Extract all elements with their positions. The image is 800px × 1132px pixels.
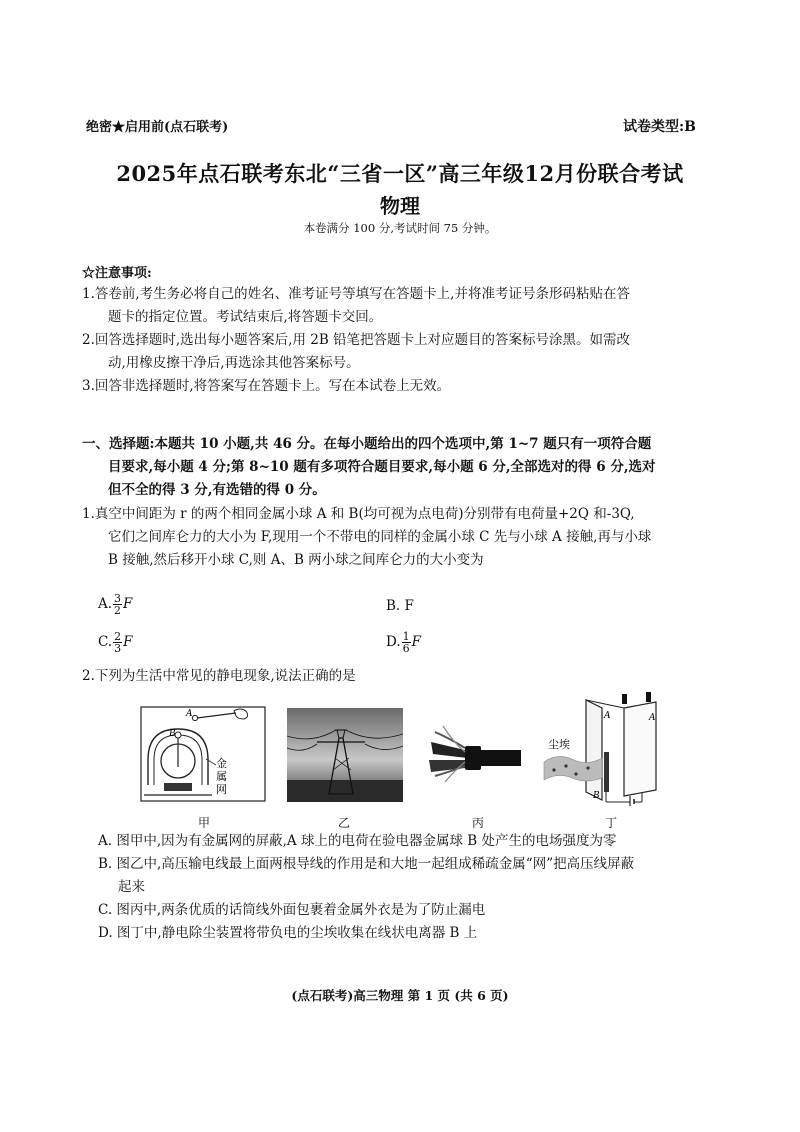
caption-bing: 丙 bbox=[472, 816, 485, 830]
q1-option-a-label: A. bbox=[98, 596, 113, 612]
notes-list bbox=[82, 283, 712, 398]
q1-option-d bbox=[386, 631, 421, 654]
fig-bing-cable-main bbox=[481, 750, 521, 766]
q1-line2: 它们之间库仑力的大小为 F,现用一个不带电的同样的金属小球 C 先与小球 A 接触,再与小球 bbox=[108, 529, 652, 545]
q2-options bbox=[98, 830, 718, 945]
q1-option-c-numerator: 2 bbox=[114, 630, 122, 643]
fig-jia-label-a: A bbox=[186, 709, 193, 719]
fig-ding-plate-left bbox=[586, 700, 602, 800]
caption-jia: 甲 bbox=[198, 816, 211, 830]
q1-option-a-fraction bbox=[113, 593, 122, 616]
fig-jia-label-b: B bbox=[169, 729, 176, 739]
fig-bing-connector bbox=[465, 746, 481, 770]
fig-ding-label-a2: A bbox=[649, 713, 656, 723]
q1-option-c-var: F bbox=[123, 634, 133, 650]
q1-option-c-fraction bbox=[113, 631, 122, 654]
q1-option-c bbox=[98, 631, 133, 654]
q1-line1: 1.真空中间距为 r 的两个相同金属小球 A 和 B(均可视为点电荷)分别带有电荷量+2Q 和-3Q, bbox=[82, 506, 635, 522]
fig-ding-terminal-1 bbox=[622, 694, 627, 704]
fig-ding-label-dust: 尘埃 bbox=[548, 738, 570, 751]
fig-jia-insulating-rod bbox=[197, 713, 236, 718]
q1-option-d-var: F bbox=[411, 634, 422, 650]
q2-option-b-line2: 起来 bbox=[118, 879, 145, 895]
fig-jia-ball-a bbox=[192, 715, 197, 720]
fig-ding-dust-particle-1 bbox=[552, 768, 555, 771]
fig-jia-frame bbox=[141, 707, 265, 801]
note-item-2-line1: 2.回答选择题时,选出每小题答案后,用 2B 铅笔把答题卡上对应题目的答案标号涂黑。如需改 bbox=[82, 332, 631, 348]
q1-option-c-denominator: 3 bbox=[114, 642, 122, 655]
q1-option-a-var: F bbox=[123, 596, 133, 612]
q1-option-d-denominator: 6 bbox=[402, 642, 410, 655]
q2-option-b-line1: B. 图乙中,高压输电线最上面两根导线的作用是和大地一起组成稀疏金属“网”把高压线屏蔽 bbox=[98, 856, 635, 872]
fig-jia-ball-b bbox=[175, 732, 181, 738]
question-2-stem: 2.下列为生活中常见的静电现象,说法正确的是 bbox=[82, 668, 356, 684]
q1-option-d-label: D. bbox=[386, 634, 401, 650]
fig-ding-label-a1: A bbox=[604, 711, 611, 721]
q1-option-a bbox=[98, 593, 132, 616]
exam-note: 本卷满分 100 分,考试时间 75 分钟。 bbox=[303, 221, 497, 235]
q1-option-d-numerator: 1 bbox=[402, 630, 410, 643]
confidential-header: 绝密★启用前(点石联考) bbox=[86, 120, 229, 135]
note-item-2-line2: 动,用橡皮擦干净后,再选涂其他答案标号。 bbox=[108, 355, 360, 371]
figure-ding-precipitator bbox=[538, 690, 668, 806]
fig-ding-dust-particle-3 bbox=[574, 772, 577, 775]
page-footer: (点石联考)高三物理 第 1 页 (共 6 页) bbox=[291, 988, 509, 1003]
fig-ding-dust-particle-4 bbox=[586, 766, 589, 769]
q1-option-a-denominator: 2 bbox=[114, 604, 122, 617]
fig-jia-base bbox=[164, 783, 192, 791]
fig-jia-label-net3: 网 bbox=[216, 783, 227, 796]
section-1-line1: 一、选择题:本题共 10 小题,共 46 分。在每小题给出的四个选项中,第 1~7 题只有一项符合题 bbox=[82, 436, 652, 452]
q2-option-d: D. 图丁中,静电除尘装置将带负电的尘埃收集在线状电离器 B 上 bbox=[98, 925, 478, 941]
figure-jia-electroscope bbox=[140, 705, 266, 805]
fig-jia-label-net1: 金 bbox=[216, 757, 227, 770]
figure-yi-power-tower bbox=[287, 708, 403, 802]
fig-ding-dust-particle-2 bbox=[564, 764, 567, 767]
section-1-line2: 目要求,每小题 4 分;第 8~10 题有多项符合题目要求,每小题 6 分,全部选对的得 6 分,选对 bbox=[108, 459, 656, 475]
caption-ding: 丁 bbox=[605, 816, 618, 830]
q1-option-a-numerator: 3 bbox=[114, 592, 122, 605]
q2-option-a: A. 图甲中,因为有金属网的屏蔽,A 球上的电荷在验电器金属球 B 处产生的电场强度为零 bbox=[98, 833, 617, 849]
section-1-line3: 但不全的得 3 分,有选错的得 0 分。 bbox=[108, 482, 326, 498]
figure-bing-microphone-cables bbox=[425, 712, 525, 796]
fig-ding-ionizer-b bbox=[604, 752, 609, 792]
q1-option-d-fraction bbox=[402, 631, 411, 654]
fig-ding-terminal-2 bbox=[646, 692, 651, 702]
q1-line3: B 接触,然后移开小球 C,则 A、B 两小球之间库仑力的大小变为 bbox=[108, 552, 484, 568]
fig-ding-label-b: B bbox=[593, 791, 600, 801]
fig-jia-label-net2: 属 bbox=[216, 770, 227, 783]
q1-option-b: B. F bbox=[386, 598, 414, 614]
note-item-1-line2: 题卡的指定位置。考试结束后,将答题卡交回。 bbox=[108, 309, 383, 325]
note-item-3: 3.回答非选择题时,将答案写在答题卡上。写在本试卷上无效。 bbox=[82, 378, 451, 394]
fig-bing-cable-1 bbox=[431, 742, 467, 758]
q2-option-c: C. 图丙中,两条优质的话筒线外面包裹着金属外衣是为了防止漏电 bbox=[98, 902, 486, 918]
note-item-1-line1: 1.答卷前,考生务必将自己的姓名、准考证号等填写在答题卡上,并将准考证号条形码粘贴在答 bbox=[82, 286, 630, 302]
fig-jia-hand bbox=[234, 709, 248, 719]
notes-heading: ☆注意事项: bbox=[82, 266, 152, 281]
section-1-heading bbox=[82, 433, 712, 502]
exam-title: 2025年点石联考东北“三省一区”高三年级12月份联合考试 bbox=[116, 161, 684, 186]
question-1-stem bbox=[82, 503, 712, 572]
subject-title: 物理 bbox=[380, 194, 420, 218]
fig-yi-ground bbox=[287, 780, 403, 802]
paper-type-label: 试卷类型:B bbox=[623, 119, 697, 135]
caption-yi: 乙 bbox=[338, 816, 351, 830]
q1-option-c-label: C. bbox=[98, 634, 113, 650]
